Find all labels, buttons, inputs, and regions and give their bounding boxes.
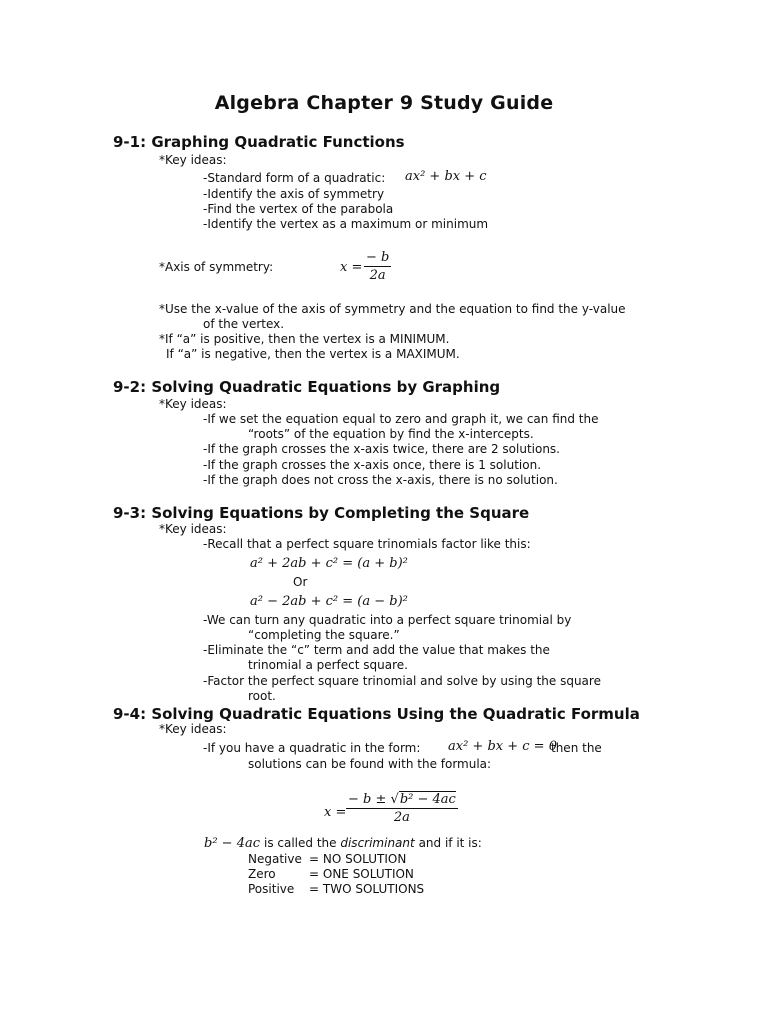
graphing-line-5: -If the graph does not cross the x-axis, there is no solution. [203, 473, 558, 487]
axis-numerator: − b [366, 250, 390, 265]
bullet-axis: -Identify the axis of symmetry [203, 187, 385, 201]
axis-formula-lhs: x = [340, 260, 363, 275]
quadratic-formula-numerator [346, 792, 458, 809]
numerator-prefix: − b ± [348, 792, 387, 807]
axis-formula-fraction [364, 250, 391, 283]
then-the-text: then the [551, 741, 602, 755]
radicand: b² − 4ac [399, 792, 456, 807]
axis-of-symmetry-label: *Axis of symmetry: [159, 260, 274, 274]
graphing-line-3: -If the graph crosses the x-axis twice, there are 2 solutions. [203, 442, 560, 456]
case-zero-label: Zero [248, 867, 276, 881]
perfect-square-formula-2: a² − 2ab + c² = (a − b)² [250, 594, 408, 609]
key-ideas-label: *Key ideas: [159, 397, 227, 411]
section-9-2-heading: 9-2: Solving Quadratic Equations by Graphing [113, 378, 501, 396]
quadratic-formula-fraction [346, 792, 458, 825]
case-positive-value: = TWO SOLUTIONS [309, 882, 425, 896]
quadratic-formula-denominator: 2a [393, 810, 410, 825]
case-negative-value: = NO SOLUTION [309, 852, 407, 866]
or-label: Or [293, 575, 308, 589]
case-negative-label: Negative [248, 852, 302, 866]
if-a-negative: If “a” is negative, then the vertex is a MAXIMUM. [166, 347, 460, 361]
key-ideas-label: *Key ideas: [159, 153, 227, 167]
section-9-4-heading: 9-4: Solving Quadratic Equations Using the Quadratic Formula [113, 705, 640, 723]
section-9-3-heading: 9-3: Solving Equations by Completing the Square [113, 504, 530, 522]
discriminant-pre: is called the [264, 836, 337, 850]
use-x-value-line: *Use the x-value of the axis of symmetry and the equation to find the y-value [159, 302, 626, 316]
recall-line: -Recall that a perfect square trinomials factor like this: [203, 537, 531, 551]
use-x-value-line-cont: of the vertex. [203, 317, 285, 331]
completing-line-2: “completing the square.” [248, 628, 400, 642]
bullet-max-min: -Identify the vertex as a maximum or minimum [203, 217, 489, 231]
section-9-1-heading: 9-1: Graphing Quadratic Functions [113, 133, 405, 151]
key-ideas-label: *Key ideas: [159, 722, 227, 736]
if-have-quadratic: -If you have a quadratic in the form: [203, 741, 421, 755]
if-a-positive: *If “a” is positive, then the vertex is a MINIMUM. [159, 332, 450, 346]
solutions-line: solutions can be found with the formula: [248, 757, 492, 771]
standard-form-equation: ax² + bx + c = 0 [448, 739, 557, 754]
standard-form-label: -Standard form of a quadratic: [203, 171, 386, 185]
completing-line-3: -Eliminate the “c” term and add the value that makes the [203, 643, 550, 657]
graphing-line-1: -If we set the equation equal to zero and graph it, we can find the [203, 412, 599, 426]
case-zero-value: = ONE SOLUTION [309, 867, 414, 881]
graphing-line-4: -If the graph crosses the x-axis once, there is 1 solution. [203, 458, 542, 472]
completing-line-6: root. [248, 689, 276, 703]
standard-form-formula: ax² + bx + c [405, 169, 487, 184]
discriminant-post: and if it is: [418, 836, 482, 850]
graphing-line-2: “roots” of the equation by find the x-intercepts. [248, 427, 534, 441]
key-ideas-label: *Key ideas: [159, 522, 227, 536]
discriminant-sentence [264, 836, 482, 851]
completing-line-4: trinomial a perfect square. [248, 658, 408, 672]
page-title: Algebra Chapter 9 Study Guide [214, 92, 554, 114]
discriminant-word: discriminant [340, 836, 415, 850]
sqrt-icon: √ [390, 792, 399, 807]
perfect-square-formula-1: a² + 2ab + c² = (a + b)² [250, 556, 408, 571]
bullet-vertex: -Find the vertex of the parabola [203, 202, 394, 216]
case-positive-label: Positive [248, 882, 295, 896]
completing-line-5: -Factor the perfect square trinomial and solve by using the square [203, 674, 601, 688]
discriminant-expression: b² − 4ac [204, 836, 260, 851]
completing-line-1: -We can turn any quadratic into a perfect square trinomial by [203, 613, 572, 627]
quadratic-formula-lhs: x = [324, 805, 347, 820]
axis-denominator: 2a [369, 268, 386, 283]
